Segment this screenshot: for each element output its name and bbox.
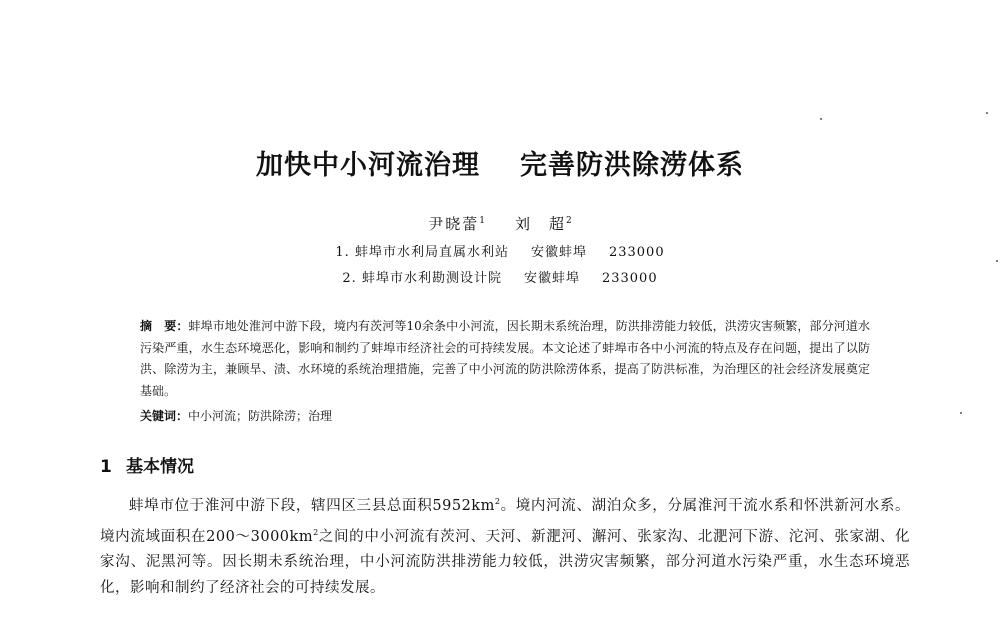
abstract <box>140 316 870 402</box>
keywords-label: 关键词： <box>140 409 189 423</box>
author-name: 刘 超 <box>515 215 567 233</box>
section-number: 1 <box>100 457 112 477</box>
affiliation-org: 蚌埠市水利局直属水利站 <box>354 245 509 260</box>
superscript: 2 <box>313 527 319 537</box>
affiliation-zip: 233000 <box>601 271 658 286</box>
paper-title <box>0 143 1000 182</box>
scan-speck <box>820 118 822 120</box>
abstract-label: 摘 要： <box>140 319 189 333</box>
keywords-text: 中小河流；防洪除涝；治理 <box>188 409 333 423</box>
author-affil-mark: 1 <box>479 216 485 226</box>
abstract-text: 蚌埠市地处淮河中游下段，境内有茨河等10余条中小河流，因长期未系统治理，防洪排涝能力较低，洪涝灾害频繁，部分河道水污染严重，水生态环境恶化，影响和制约了蚌埠市经济社会的可持续发展。本文论述了蚌埠市各中小河流的特点及存在问题，提出了以防洪、除涝为主，兼顾旱、渍、水环境的系统治理措施，完善了中小河流的防洪除涝体系，提高了防洪标准，为治理区的社会经济发展奠定基础。 <box>140 319 870 398</box>
title-part-2: 完善防洪除涝体系 <box>520 150 744 181</box>
affiliation-number: 2. <box>342 271 357 286</box>
affiliation-place: 安徽蚌埠 <box>530 245 587 260</box>
scan-speck <box>960 412 962 414</box>
keywords <box>140 406 870 427</box>
title-part-1: 加快中小河流治理 <box>256 150 480 181</box>
section-title: 基本情况 <box>126 457 194 477</box>
section-heading <box>100 452 194 477</box>
affiliation-number: 1. <box>335 245 350 260</box>
author-name: 尹晓蕾 <box>428 215 480 233</box>
author-line <box>0 213 1000 234</box>
affiliation-2 <box>0 267 1000 286</box>
affiliation-zip: 233000 <box>608 245 665 260</box>
scan-speck <box>996 260 998 262</box>
scan-speck <box>986 112 988 114</box>
author-affil-mark: 2 <box>566 216 572 226</box>
body-text-segment: 蚌埠市位于淮河中游下段，辖四区三县总面积5952km <box>129 498 495 514</box>
superscript: 2 <box>494 497 501 506</box>
body-text-segment: 。境内河流、湖泊众多，分属淮河干流水系和怀洪新河水系。境内流域面积在200～3000km <box>100 498 910 545</box>
affiliation-place: 安徽蚌埠 <box>523 271 580 286</box>
affiliation-1 <box>0 241 1000 260</box>
affiliation-org: 蚌埠市水利勘测设计院 <box>361 271 502 286</box>
body-text-segment: 之间的中小河流有茨河、天河、新淝河、澥河、张家沟、北淝河下游、沱河、张家湖、化家沟、泥黑河等。因长期未系统治理，中小河流防洪排涝能力较低，洪涝灾害频繁，部分河道水污染严重，水生态环境恶化，影响和制约了经济社会的可持续发展。 <box>100 528 910 596</box>
body-paragraph <box>100 489 910 601</box>
